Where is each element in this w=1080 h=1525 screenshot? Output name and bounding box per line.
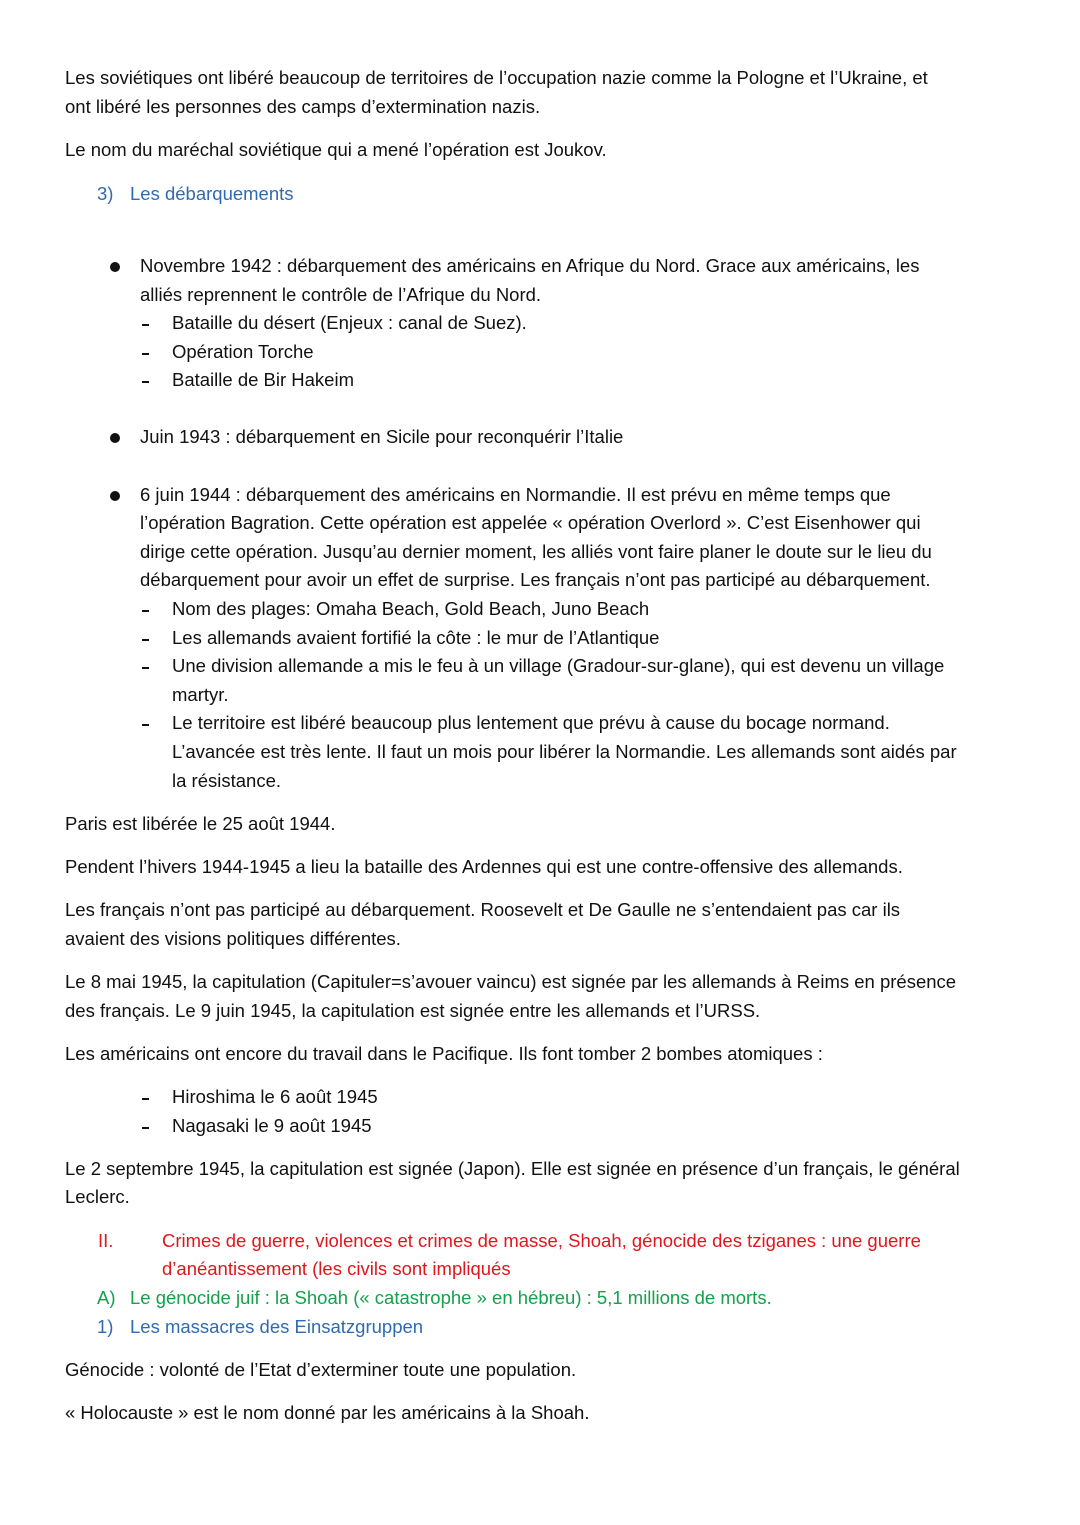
bullet3-sub-4-line-3: la résistance. <box>172 770 281 791</box>
bullet3-line-3: dirige cette opération. Jusqu’au dernier moment, les alliés vont faire planer le doute sur le lieu du <box>140 541 932 562</box>
japon-line-1: Le 2 septembre 1945, la capitulation est signée (Japon). Elle est signée en présence d’un français, le général <box>65 1158 960 1179</box>
bullet2-line-1: Juin 1943 : débarquement en Sicile pour reconquérir l’Italie <box>140 426 624 447</box>
intro-line-2: ont libéré les personnes des camps d’extermination nazis. <box>65 96 541 117</box>
capitulation-line-2: des français. Le 9 juin 1945, la capitulation est signée entre les allemands et l’URSS. <box>65 1000 761 1021</box>
dash-8 <box>142 1098 149 1100</box>
dash-6 <box>142 667 149 669</box>
roosevelt-line-2: avaient des visions politiques différentes. <box>65 928 401 949</box>
dash-3 <box>142 381 149 383</box>
bomb-nagasaki: Nagasaki le 9 août 1945 <box>172 1115 372 1136</box>
bullet1-line-2: alliés reprennent le contrôle de l’Afrique du Nord. <box>140 284 542 305</box>
part2-title-line-2: d’anéantissement (les civils sont impliqués <box>162 1258 511 1279</box>
dash-2 <box>142 353 149 355</box>
bomb-hiroshima: Hiroshima le 6 août 1945 <box>172 1086 378 1107</box>
bullet1-line-1: Novembre 1942 : débarquement des américains en Afrique du Nord. Grace aux américains, les <box>140 255 920 276</box>
bullet3-line-1: 6 juin 1944 : débarquement des américains en Normandie. Il est prévu en même temps que <box>140 484 891 505</box>
paris-line: Paris est libérée le 25 août 1944. <box>65 813 336 834</box>
bullet3-line-2: l’opération Bagration. Cette opération est appelée « opération Overlord ». C’est Eisenhower qui <box>140 512 921 533</box>
part2-title-line-1: Crimes de guerre, violences et crimes de masse, Shoah, génocide des tziganes : une guerre <box>162 1230 921 1251</box>
part1-title: Les massacres des Einsatzgruppen <box>130 1316 424 1337</box>
partA-letter: A) <box>97 1287 116 1308</box>
bullet3-line-4: débarquement pour avoir un effet de surprise. Les français n’ont pas participé au débarquement. <box>140 569 931 590</box>
dash-1 <box>142 324 149 326</box>
dash-5 <box>142 639 149 641</box>
intro-line-1: Les soviétiques ont libéré beaucoup de territoires de l’occupation nazie comme la Pologne et l’Ukraine, et <box>65 67 928 88</box>
bullet1-sub-2: Opération Torche <box>172 341 314 362</box>
bullet3-sub-4-line-2: L’avancée est très lente. Il faut un mois pour libérer la Normandie. Les allemands sont aidés par <box>172 741 957 762</box>
bullet3-sub-1: Nom des plages: Omaha Beach, Gold Beach, Juno Beach <box>172 598 650 619</box>
bullet-dot-2 <box>110 433 120 443</box>
section3-title: Les débarquements <box>130 183 294 204</box>
bullet3-sub-3-line-1: Une division allemande a mis le feu à un village (Gradour-sur-glane), qui est devenu un village <box>172 655 945 676</box>
bullet3-sub-2: Les allemands avaient fortifié la côte : le mur de l’Atlantique <box>172 627 660 648</box>
bullet3-sub-3-line-2: martyr. <box>172 684 229 705</box>
bullet-dot-1 <box>110 262 120 272</box>
ardennes-line: Pendent l’hivers 1944-1945 a lieu la bataille des Ardennes qui est une contre-offensive des allemands. <box>65 856 903 877</box>
dash-7 <box>142 724 149 726</box>
bullet3-sub-4-line-1: Le territoire est libéré beaucoup plus lentement que prévu à cause du bocage normand. <box>172 712 890 733</box>
dash-4 <box>142 610 149 612</box>
genocide-definition: Génocide : volonté de l’Etat d’exterminer toute une population. <box>65 1359 577 1380</box>
capitulation-line-1: Le 8 mai 1945, la capitulation (Capituler=s’avouer vaincu) est signée par les allemands à Reims en présence <box>65 971 957 992</box>
roosevelt-line-1: Les français n’ont pas participé au débarquement. Roosevelt et De Gaulle ne s’entendaient pas car ils <box>65 899 901 920</box>
holocauste-line: « Holocauste » est le nom donné par les américains à la Shoah. <box>65 1402 590 1423</box>
bullet-dot-3 <box>110 491 120 501</box>
part1-number: 1) <box>97 1316 114 1337</box>
bullet1-sub-1: Bataille du désert (Enjeux : canal de Suez). <box>172 312 527 333</box>
pacifique-line: Les américains ont encore du travail dans le Pacifique. Ils font tomber 2 bombes atomiques : <box>65 1043 823 1064</box>
japon-line-2: Leclerc. <box>65 1186 130 1207</box>
dash-9 <box>142 1127 149 1129</box>
partA-title: Le génocide juif : la Shoah (« catastrophe » en hébreu) : 5,1 millions de morts. <box>130 1287 772 1308</box>
part2-number: II. <box>98 1230 114 1251</box>
bullet1-sub-3: Bataille de Bir Hakeim <box>172 369 354 390</box>
joukov-line: Le nom du maréchal soviétique qui a mené l’opération est Joukov. <box>65 139 607 160</box>
section3-number: 3) <box>97 183 114 204</box>
